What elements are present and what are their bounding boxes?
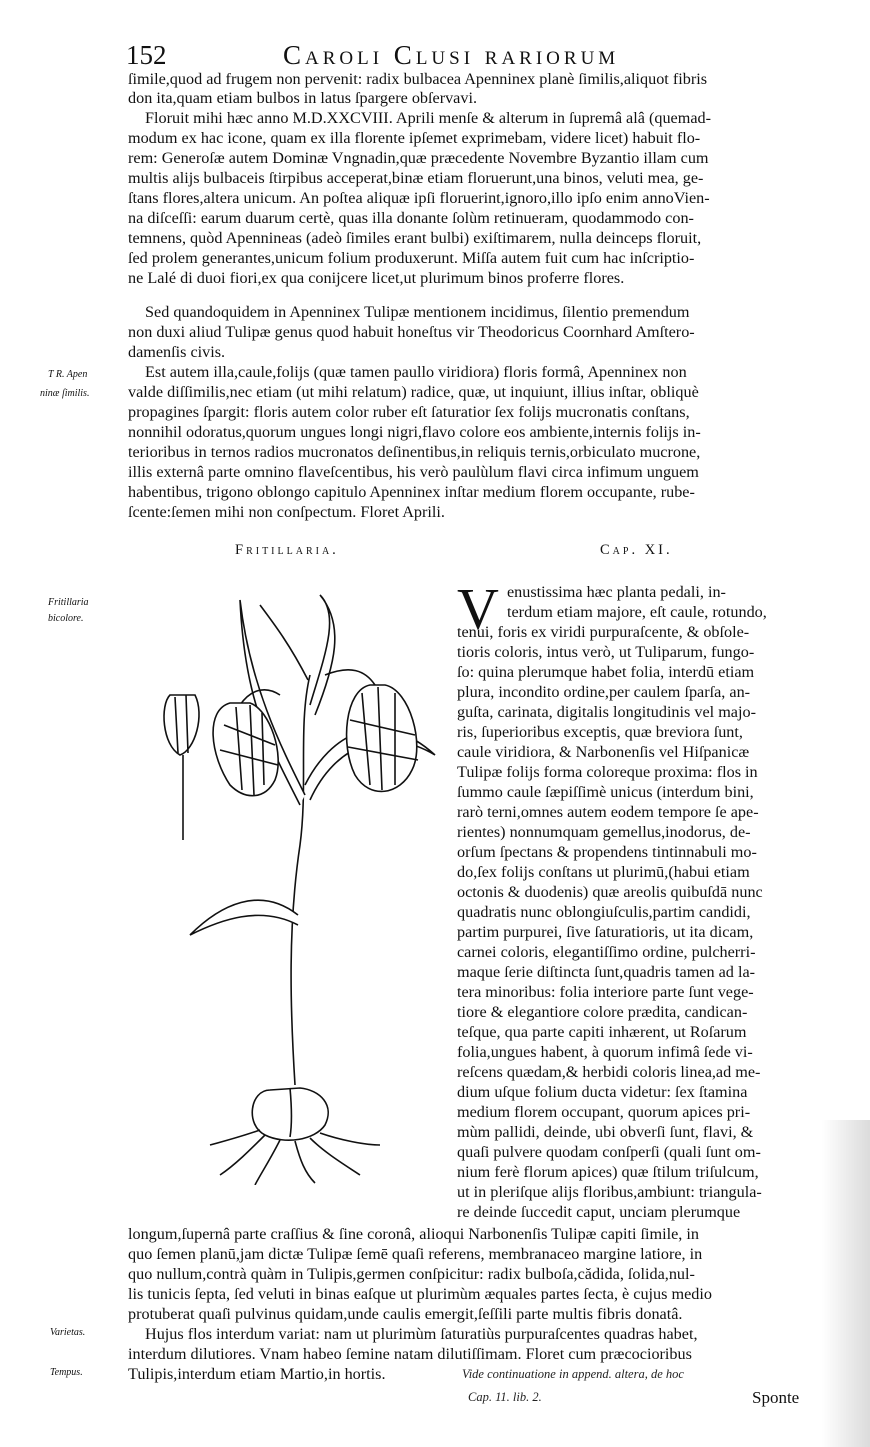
drop-cap: V xyxy=(457,576,499,641)
text-line: modum ex hac icone, quam ex illa florente ipſemet exprimebam, videre licet) habuit flo- xyxy=(128,129,701,147)
text-line: illis externâ parte omnino flaveſcentibus, his verò paulùlum flavi circa infimum unguem xyxy=(128,463,699,481)
text-line: Hujus flos interdum variat: nam ut plurimùm ſaturatiùs purpuraſcentes quadras habet, xyxy=(145,1325,698,1343)
chapter-number: Cap. XI. xyxy=(600,542,673,558)
text-line: Est autem illa,caule,folijs (quæ tamen paullo viridiora) floris formâ, Apenninex non xyxy=(145,363,687,381)
text-line: ris, ſuperioribus exceptis, quæ breviora ſunt, xyxy=(457,723,743,741)
margin-note-tr: T R. Apen xyxy=(48,369,88,380)
text-line: habentibus, trigono oblongo capitulo Apenninex inſtar medium florem occupante, rube- xyxy=(128,483,695,501)
text-line: partim purpurei, ſive ſaturatioris, ut ita dicam, xyxy=(457,923,754,941)
handwritten-note-line-2: Cap. 11. lib. 2. xyxy=(468,1390,542,1404)
text-line: nonnihil odoratus,quorum ungues longi nigri,flavo colore eos ambiente,internis folijs in- xyxy=(128,423,701,441)
margin-note-tempus: Tempus. xyxy=(50,1367,83,1378)
margin-note-varietas: Varietas. xyxy=(50,1327,86,1338)
text-line: mùm pallidi, deinde, ubi obverſi ſunt, flavi, & xyxy=(457,1123,754,1141)
text-line: enustissima hæc planta pedali, in- xyxy=(507,583,726,601)
text-line: quo nullum,contrà quàm in Tulipis,germen conſpicitur: radix bulboſa,cădida, ſolida,nul- xyxy=(128,1265,695,1283)
text-line: carnei coloris, elegantiſſimo ordine, pulcherri- xyxy=(457,943,756,961)
text-line: quadratis nunc oblongiuſculis,partim candidi, xyxy=(457,903,751,921)
text-line: Sed quandoquidem in Apenninex Tulipæ mentionem incidimus, ſilentio premendum xyxy=(145,303,690,321)
text-line: tenui, foris ex viridi purpuraſcente, & obſole- xyxy=(457,623,750,641)
text-line: maque ſerie diſtincta ſunt,quadris tamen ad la- xyxy=(457,963,756,981)
margin-note-tr-2: ninæ ſimilis. xyxy=(40,388,90,399)
text-line: ut in pleriſque alijs floribus,ambiunt: triangula- xyxy=(457,1183,762,1201)
text-line: valde diſſimilis,nec etiam (ut mihi relatum) radice, quæ, ut inquiunt, illius inſtar, obliquè xyxy=(128,383,699,401)
text-line: rem: Generoſæ autem Dominæ Vngnadin,quæ præcedente Novembre Byzantio illam cum xyxy=(128,149,709,167)
text-line: ſed prolem generantes,unicum folium produxerunt. Miſſa autem fuit cum hac inſcriptio- xyxy=(128,249,695,267)
text-line: folia,ungues habent, à quorum infimâ ſede vi- xyxy=(457,1043,753,1061)
text-line: ſtans flores,altera unicum. An poſtea aliquæ ipſi floruerint,ignoro,illo ipſo enim annoVien- xyxy=(128,189,710,207)
text-line: multis alijs bulbaceis ſtirpibus acceperat,binæ etiam floruerunt,una binos, veluti mea, ge- xyxy=(128,169,704,187)
text-line: guſta, carinata, digitalis longitudinis vel majo- xyxy=(457,703,756,721)
text-line: quaſi pulvere quodam conſperſi (quali ſunt om- xyxy=(457,1143,761,1161)
margin-note-fritillaria: Fritillaria xyxy=(48,597,89,608)
text-line: tiore & elegantiore colore prædita, candican- xyxy=(457,1003,748,1021)
text-line: caule viridiora, & Narbonenſis vel Hiſpanicæ xyxy=(457,743,750,761)
chapter-heading: Fritillaria. xyxy=(235,542,339,558)
text-line: terdum etiam majore, eſt caule, rotundo, xyxy=(507,603,767,621)
text-line: lis tunicis ſepta, ſed veluti in binas eaſque ut plurimùm æquales partes ſecta, è cujus medio xyxy=(128,1285,712,1303)
text-line: teſque, qua parte capiti inhærent, ut Roſarum xyxy=(457,1023,747,1041)
text-line: ſimile,quod ad frugem non pervenit: radix bulbacea Apenninex planè ſimilis,aliquot fibris xyxy=(128,70,708,88)
running-title: Caroli Clusi rariorum xyxy=(283,40,620,70)
text-line: plura, incondito ordine,per caulem ſparſa, an- xyxy=(457,683,751,701)
text-line: rientes) nonnumquam gemellus,inodorus, de- xyxy=(457,823,751,841)
text-line: propagines ſpargit: floris autem color ruber eſt ſaturatior ſex folijs mucronatis conſtans, xyxy=(128,403,690,421)
fritillaria-woodcut-illustration xyxy=(150,585,450,1185)
text-line: re deinde ſuccedit caput, unciam plerumque xyxy=(457,1203,741,1221)
catchword: Sponte xyxy=(752,1388,800,1407)
text-line: do,ſex folijs conſtans ut plurimū,(habui etiam xyxy=(457,863,750,881)
text-line: na diſceſſi: earum duarum certè, quas illa donante ſolùm retinueram, quodammodo con- xyxy=(128,209,694,227)
page-number: 152 xyxy=(126,40,167,70)
text-line: tioris coloris, intus verò, ut Tuliparum, fungo- xyxy=(457,643,755,661)
text-line: protuberat quaſi pulvinus quidam,unde caulis emergit,ſeſſili parte multis fibris donatâ. xyxy=(128,1305,683,1323)
text-line: ne Lalé di duoi fiori,ex qua conijcere licet,ut plurimum binos proferre flores. xyxy=(128,269,625,287)
text-line: ſummo caule ſæpiſſimè unicus (interdum bini, xyxy=(457,783,754,801)
text-line: non duxi aliud Tulipæ genus quod habuit honeſtus vir Theodoricus Coornhard Amſtero- xyxy=(128,323,695,341)
text-line: medium florem occupant, quorum apices pri- xyxy=(457,1103,751,1121)
text-line: ſo: quina plerumque habet folia, interdū etiam xyxy=(457,663,755,681)
text-line: Tulipis,interdum etiam Martio,in hortis. xyxy=(128,1365,386,1383)
handwritten-note-line-1: Vide continuatione in append. altera, de hoc xyxy=(462,1367,684,1381)
text-line: orſum ſpectans & propendens tintinnabuli mo- xyxy=(457,843,757,861)
text-line: interdum dilutiores. Vnam habeo ſemine natam dilutiſſimam. Floret cum præcocioribus xyxy=(128,1345,692,1363)
page-edge-shadow xyxy=(822,1120,870,1447)
text-line: reſcens quædam,& herbidi coloris linea,ad me- xyxy=(457,1063,761,1081)
text-line: damenſis civis. xyxy=(128,343,226,361)
text-line: octonis & duodenis) quæ areolis quibuſdā nunc xyxy=(457,883,763,901)
text-line: temnens, quòd Apennineas (adeò ſimiles erant bulbi) exiſtimarem, nulla deinceps floruit, xyxy=(128,229,702,247)
text-line: rarò terni,omnes autem eodem tempore ſe ape- xyxy=(457,803,759,821)
text-line: ſcente:ſemen mihi non conſpectum. Floret Aprili. xyxy=(128,503,445,521)
text-line: tera minoribus: folia interiore parte ſunt vege- xyxy=(457,983,754,1001)
text-line: dium uſque folium ducta videtur: ſex ſtamina xyxy=(457,1083,748,1101)
text-line: terioribus in ternos radios mucronatos deſinentibus,in reliquis ternis,orbiculato mucrone, xyxy=(128,443,701,461)
text-line: longum,ſupernâ parte craſſius & ſine coronâ, alioqui Narbonenſis Tulipæ capiti ſimile, in xyxy=(128,1225,699,1243)
text-line: quo ſemen planū,jam dictæ Tulipæ ſemē quaſi referens, membranaceo margine latiore, in xyxy=(128,1245,703,1263)
text-line: don ita,quam etiam bulbos in latus ſpargere obſervavi. xyxy=(128,89,477,107)
text-line: nium ferè florum apices) quæ ſtilum triſulcum, xyxy=(457,1163,759,1181)
text-line: Floruit mihi hæc anno M.D.XXCVIII. Aprili menſe & alterum in ſupremâ alâ (quemad- xyxy=(145,109,711,127)
margin-note-fritillaria-2: bicolore. xyxy=(48,613,84,624)
text-line: Tulipæ folijs forma coloreque proxima: flos in xyxy=(457,763,758,781)
